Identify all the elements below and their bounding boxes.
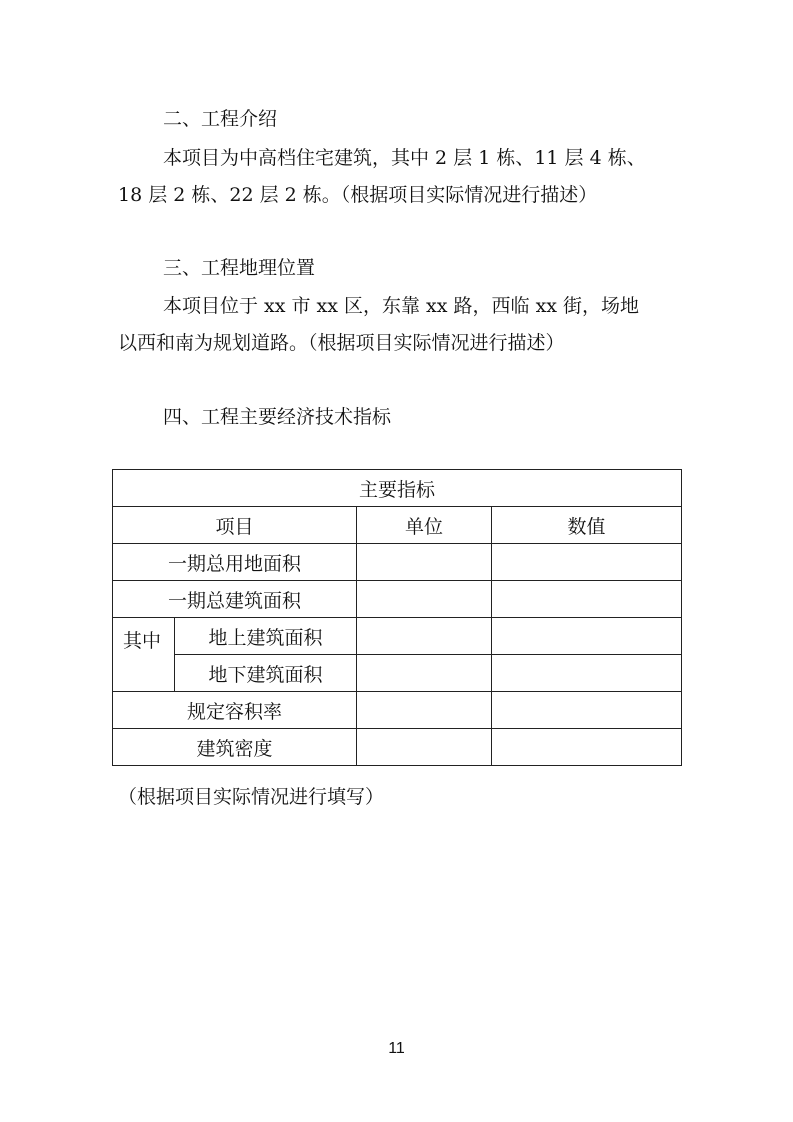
table-row <box>113 544 682 581</box>
item-cell: 地上建筑面积 <box>175 618 357 655</box>
unit-cell <box>357 692 492 729</box>
table-note: （根据项目实际情况进行填写） <box>118 786 385 808</box>
value-cell <box>492 581 682 618</box>
section-heading-project-intro: 二、工程介绍 <box>163 108 278 130</box>
table-row <box>113 618 682 655</box>
unit-cell <box>357 544 492 581</box>
unit-cell <box>357 729 492 766</box>
section-body-line: 本项目位于 xx 市 xx 区，东靠 xx 路，西临 xx 街，场地 <box>163 295 640 317</box>
table-row <box>113 655 682 692</box>
unit-cell <box>357 618 492 655</box>
indicators-table-container <box>112 469 681 766</box>
table-title: 主要指标 <box>113 470 682 507</box>
section-body-line: 本项目为中高档住宅建筑，其中 2 层 1 栋、11 层 4 栋、 <box>163 147 646 169</box>
value-cell <box>492 618 682 655</box>
unit-cell <box>357 581 492 618</box>
item-cell: 地下建筑面积 <box>175 655 357 692</box>
table-title-row <box>113 470 682 507</box>
value-cell <box>492 729 682 766</box>
item-cell: 建筑密度 <box>113 729 357 766</box>
section-body-line: 以西和南为规划道路。（根据项目实际情况进行描述） <box>118 332 565 354</box>
header-value: 数值 <box>492 507 682 544</box>
indicators-table <box>112 469 682 766</box>
item-cell: 一期总用地面积 <box>113 544 357 581</box>
item-cell: 一期总建筑面积 <box>113 581 357 618</box>
header-unit: 单位 <box>357 507 492 544</box>
section-heading-indicators: 四、工程主要经济技术指标 <box>163 406 392 428</box>
section-body-line: 18 层 2 栋、22 层 2 栋。（根据项目实际情况进行描述） <box>118 184 598 206</box>
table-header-row <box>113 507 682 544</box>
header-item: 项目 <box>113 507 357 544</box>
section-heading-location: 三、工程地理位置 <box>163 257 316 279</box>
item-cell: 规定容积率 <box>113 692 357 729</box>
value-cell <box>492 692 682 729</box>
table-row <box>113 581 682 618</box>
table-row <box>113 692 682 729</box>
value-cell <box>492 655 682 692</box>
unit-cell <box>357 655 492 692</box>
group-label-cell: 其中 <box>113 618 175 692</box>
table-row <box>113 729 682 766</box>
value-cell <box>492 544 682 581</box>
page-number: 11 <box>388 1040 405 1057</box>
